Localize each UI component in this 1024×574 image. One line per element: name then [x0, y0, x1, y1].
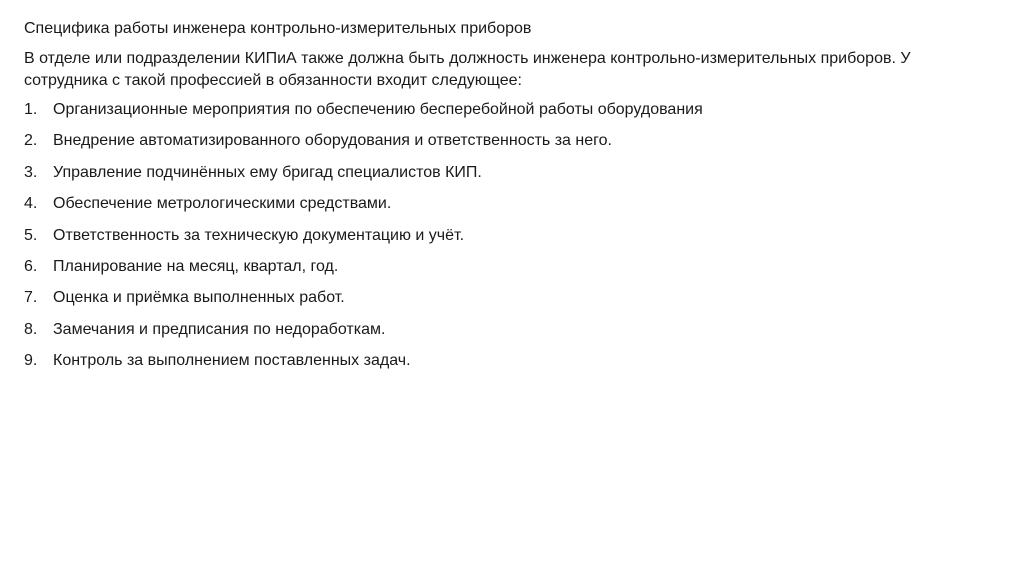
list-item-number: 8. [24, 320, 38, 338]
list-item [24, 99, 703, 130]
list-item [24, 130, 703, 161]
list-item-number: 1. [24, 101, 38, 118]
list-item-text: Внедрение автоматизированного оборудования и ответственность за него. [53, 132, 612, 150]
list-item [24, 287, 703, 318]
list-item-text: Организационные мероприятия по обеспечению бесперебойной работы оборудования [53, 101, 703, 118]
list-item-number: 4. [24, 195, 38, 213]
list-item [24, 256, 703, 287]
list-item [24, 319, 703, 350]
slide-title: Специфика работы инженера контрольно-измерительных приборов [24, 20, 532, 37]
list-item-number: 9. [24, 352, 38, 370]
list-item-text: Управление подчинённых ему бригад специалистов КИП. [53, 163, 482, 181]
list-item-number: 6. [24, 257, 38, 275]
list-item-text: Оценка и приёмка выполненных работ. [53, 289, 345, 307]
list-item-text: Планирование на месяц, квартал, год. [53, 257, 339, 275]
intro-paragraph: В отделе или подразделении КИПиА также должна быть должность инженера контрольно-измерительных приборов. У сотрудника с такой профессией в обязанности входит следующее: [24, 50, 911, 89]
list-item-number: 2. [24, 132, 38, 150]
list-item [24, 193, 703, 224]
list-item [24, 162, 703, 193]
list-item [24, 350, 703, 381]
list-item-number: 5. [24, 226, 38, 244]
duties-list [24, 99, 703, 382]
list-item-text: Замечания и предписания по недоработкам. [53, 320, 386, 338]
list-item-number: 3. [24, 163, 38, 181]
list-item [24, 225, 703, 256]
list-item-text: Обеспечение метрологическими средствами. [53, 195, 392, 213]
list-item-number: 7. [24, 289, 38, 307]
list-item-text: Ответственность за техническую документацию и учёт. [53, 226, 465, 244]
list-item-text: Контроль за выполнением поставленных задач. [53, 352, 411, 370]
